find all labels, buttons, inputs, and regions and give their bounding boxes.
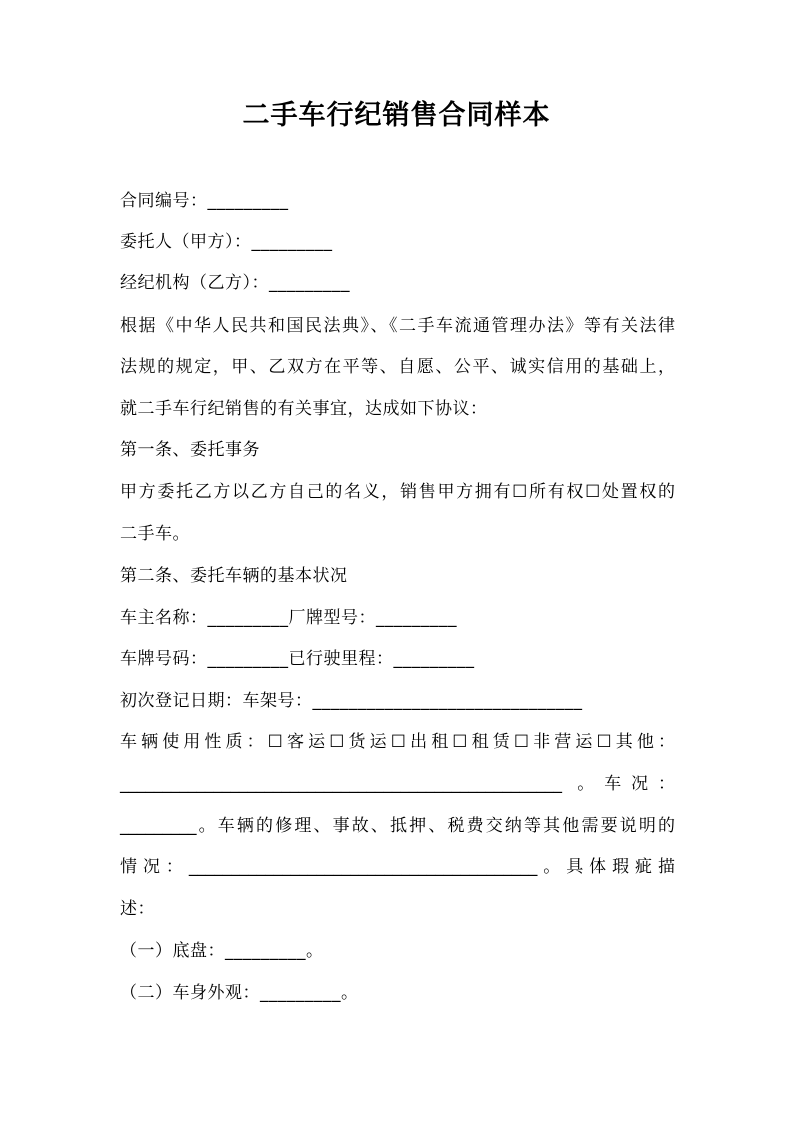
owner-brand-line: 车主名称：_________厂牌型号：_________	[120, 608, 457, 628]
body-exterior-line: （二）车身外观：_________。	[120, 983, 359, 1003]
broker-party-b-line: 经纪机构（乙方）：_________	[120, 273, 350, 293]
article-1-heading: 第一条、委托事务	[120, 440, 260, 460]
document-title: 二手车行纪销售合同样本	[242, 100, 551, 131]
usage-nature-line: 车辆使用性质：☐客运☐货运☐出租☐租赁☐非营运☐其他：	[120, 732, 675, 752]
plate-mileage-line: 车牌号码：_________已行驶里程：_________	[120, 649, 475, 669]
principal-party-a-line: 委托人（甲方）：_________	[120, 232, 333, 252]
other-notes-line: _________。车辆的修理、事故、抵押、税费交纳等其他需要说明的	[120, 816, 675, 836]
preamble-line-3: 就二手车行纪销售的有关事宜，达成如下协议：	[120, 399, 488, 419]
registration-vin-line: 初次登记日期：车架号：______________________________	[120, 691, 583, 711]
chassis-line: （一）底盘：_________。	[120, 941, 324, 961]
contract-number-line: 合同编号：_________	[120, 191, 289, 211]
preamble-line-2: 法规的规定，甲、乙双方在平等、自愿、公平、诚实信用的基础上，	[120, 357, 675, 377]
article-1-text-1: 甲方委托乙方以乙方自己的名义，销售甲方拥有☐所有权☐处置权的	[120, 482, 675, 502]
article-2-heading: 第二条、委托车辆的基本状况	[120, 566, 348, 586]
situation-line: 情况：_________________________________________。具体瑕疵描	[120, 857, 675, 877]
article-1-text-2: 二手车。	[120, 524, 190, 544]
description-line: 述：	[120, 899, 155, 919]
condition-line: ____________________________________________________ 。车况：	[120, 774, 675, 794]
preamble-line-1: 根据《中华人民共和国民法典》、《二手车流通管理办法》等有关法律	[120, 316, 675, 336]
